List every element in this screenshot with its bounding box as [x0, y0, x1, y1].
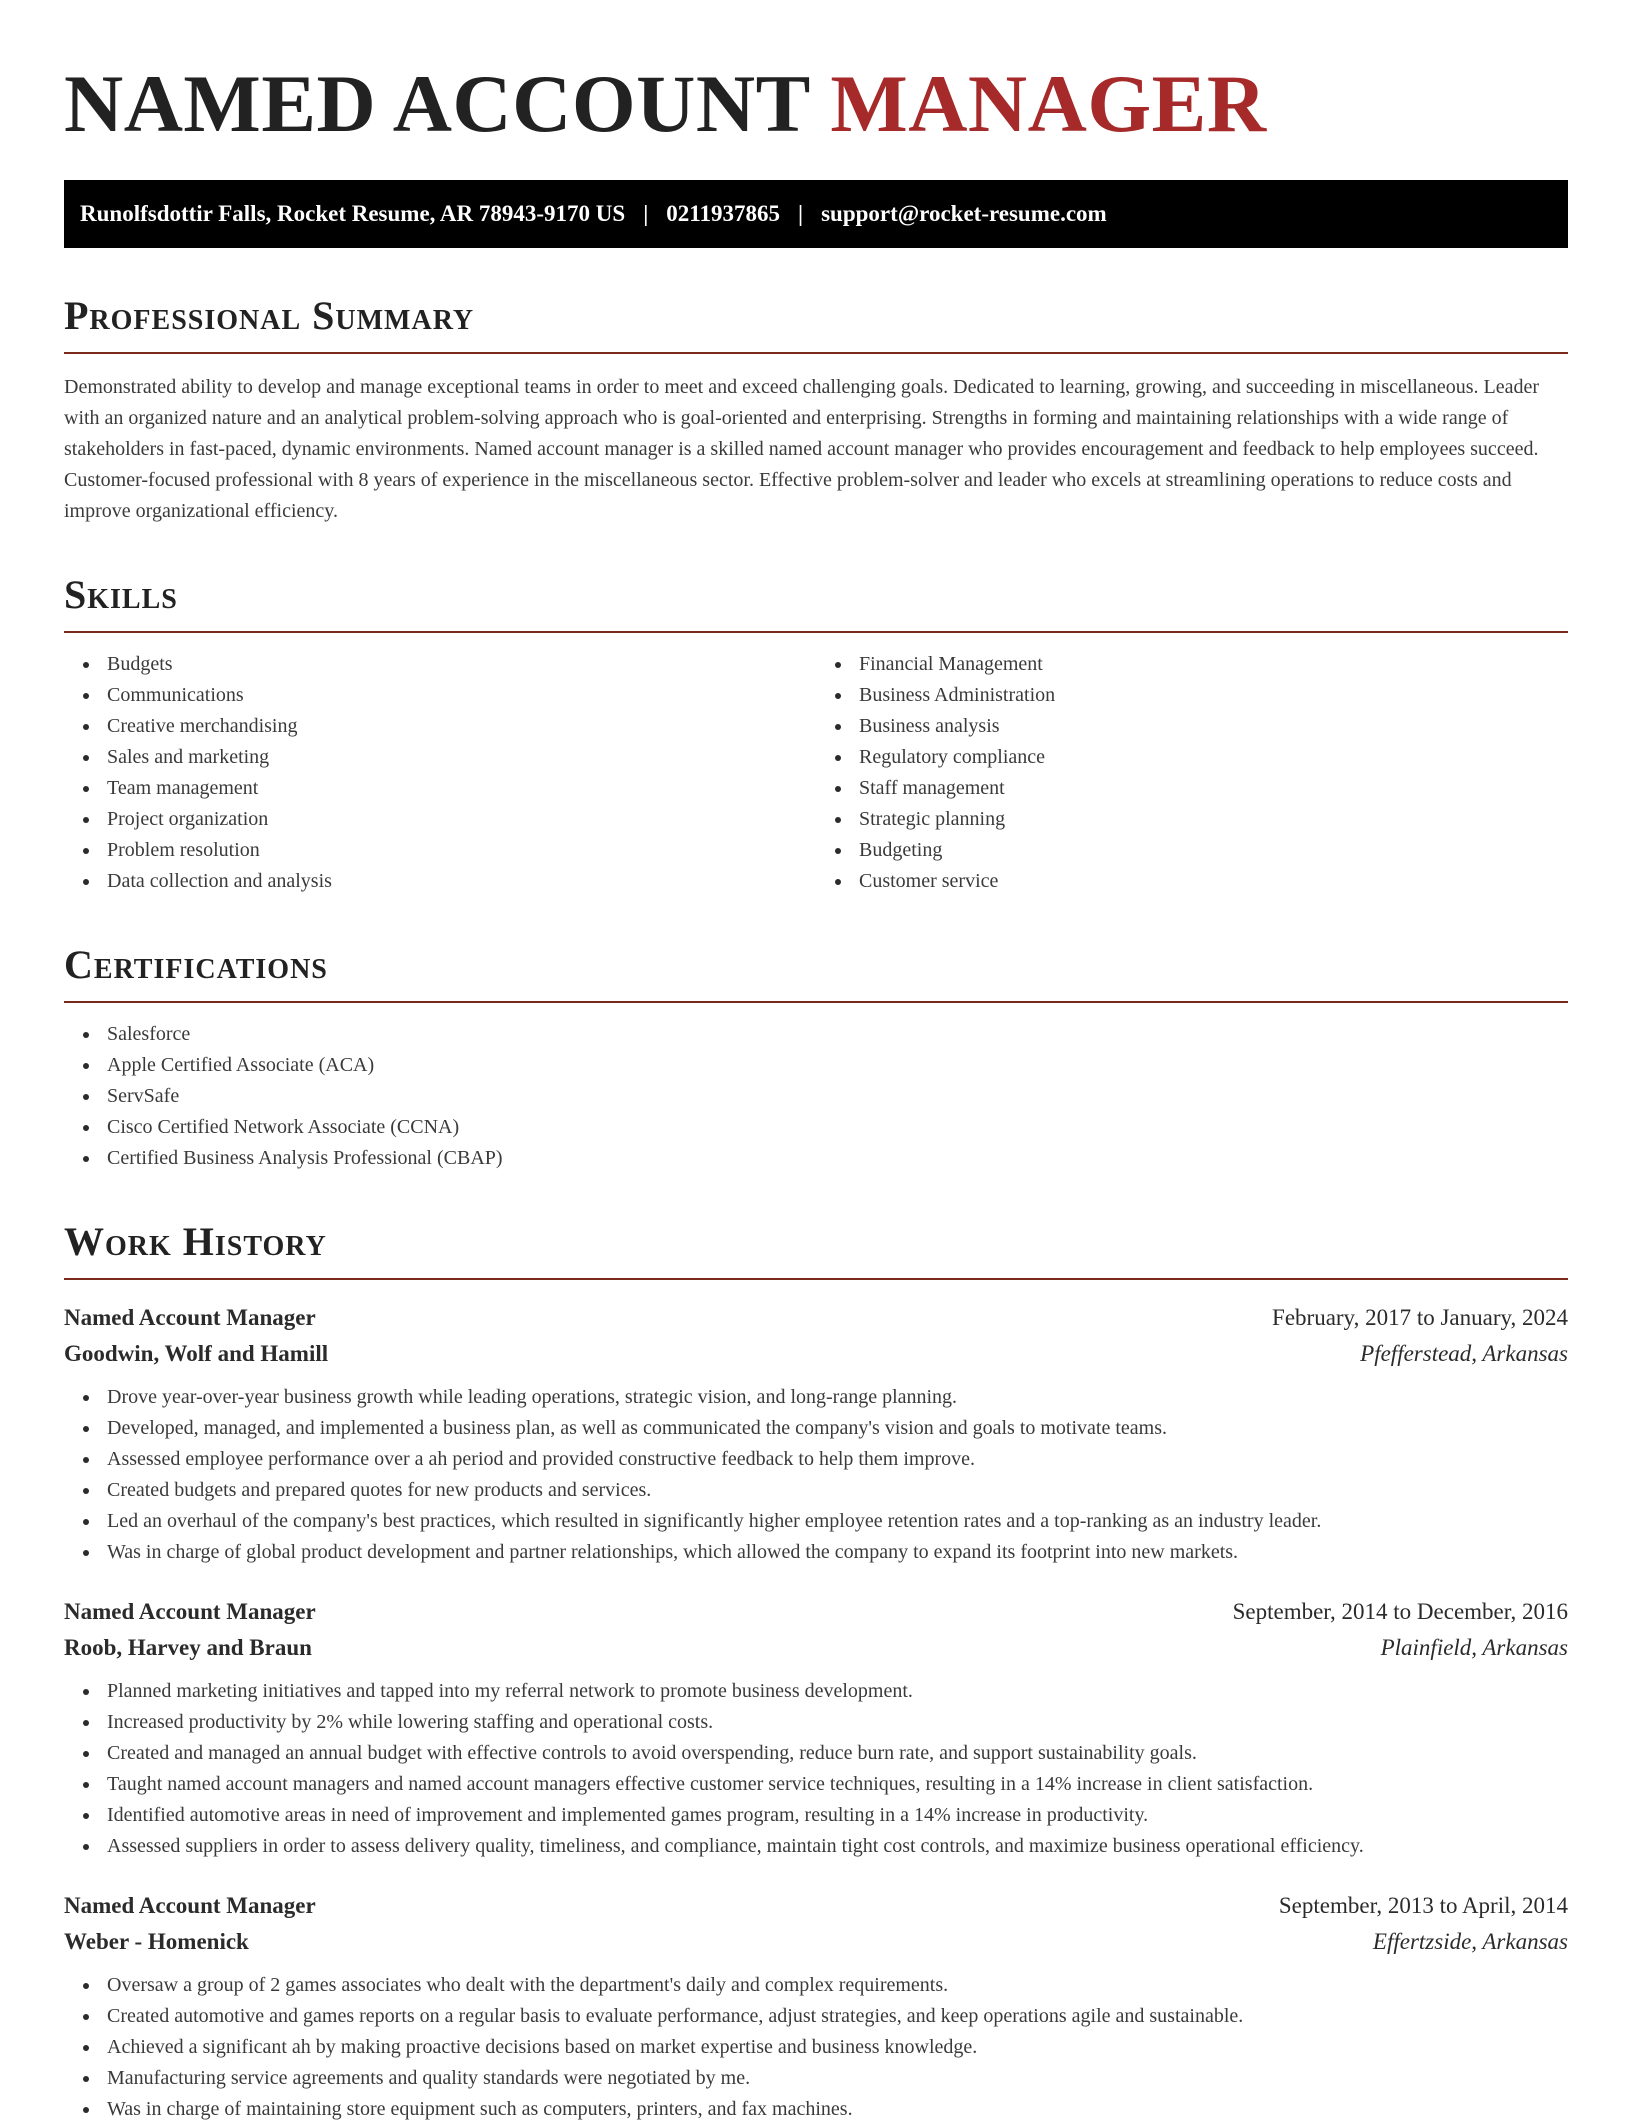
job-bullet: Created and managed an annual budget with effective controls to avoid overspending, reduce burn rate, and support sustainability goals.	[107, 1738, 1568, 1769]
work-history-section	[64, 1218, 1568, 2125]
job-location: Pfefferstead, Arkansas	[1360, 1341, 1568, 1366]
skill-item: Staff management	[859, 773, 1568, 804]
name-part-1: NAMED ACCOUNT	[64, 58, 810, 149]
skills-grid	[64, 649, 1568, 897]
skill-item: Customer service	[859, 866, 1568, 897]
job-bullet: Increased productivity by 2% while lowering staffing and operational costs.	[107, 1707, 1568, 1738]
skill-item: Project organization	[107, 804, 816, 835]
job-bullet: Taught named account managers and named account managers effective customer service techniques, resulting in a 14% increase in client satisfaction.	[107, 1769, 1568, 1800]
summary-text: Demonstrated ability to develop and manage exceptional teams in order to meet and exceed challenging goals. Dedicated to learning, growing, and succeeding in miscellaneous. Leader with an organized nature and an analytical problem-solving approach who is goal-oriented and enterprising. Strengths in forming and maintaining relationships with a wide range of stakeholders in fast-paced, dynamic environments. Named account manager is a skilled named account manager who provides encouragement and feedback to help employees succeed. Customer-focused professional with 8 years of experience in the miscellaneous sector. Effective problem-solver and leader who excels at streamlining operations to reduce costs and improve organizational efficiency.	[64, 376, 1540, 522]
certification-item: Apple Certified Associate (ACA)	[107, 1050, 1568, 1081]
skill-item: Regulatory compliance	[859, 742, 1568, 773]
job-entry	[64, 1888, 1568, 2125]
name-part-2: MANAGER	[830, 58, 1267, 149]
job-bullet: Was in charge of maintaining store equipment such as computers, printers, and fax machines.	[107, 2094, 1568, 2125]
job-bullet: Was in charge of global product development and partner relationships, which allowed the company to expand its footprint into new markets.	[107, 1537, 1568, 1568]
job-location: Plainfield, Arkansas	[1380, 1635, 1568, 1660]
skill-item: Business Administration	[859, 680, 1568, 711]
job-bullet: Planned marketing initiatives and tapped into my referral network to promote business development.	[107, 1676, 1568, 1707]
job-title: Named Account Manager	[64, 1893, 316, 1918]
skills-section	[64, 571, 1568, 897]
skill-item: Problem resolution	[107, 835, 816, 866]
job-header-row	[64, 1594, 1568, 1630]
job-entry	[64, 1300, 1568, 1568]
job-company: Roob, Harvey and Braun	[64, 1635, 312, 1660]
skills-list-right	[816, 649, 1568, 897]
certification-item: Salesforce	[107, 1019, 1568, 1050]
job-bullet: Drove year-over-year business growth while leading operations, strategic vision, and long-range planning.	[107, 1382, 1568, 1413]
job-company: Weber - Homenick	[64, 1929, 249, 1954]
skill-item: Financial Management	[859, 649, 1568, 680]
job-bullets	[64, 1970, 1568, 2125]
job-bullet: Developed, managed, and implemented a business plan, as well as communicated the company's vision and goals to motivate teams.	[107, 1413, 1568, 1444]
job-title: Named Account Manager	[64, 1305, 316, 1330]
summary-section	[64, 292, 1568, 527]
job-bullet: Created automotive and games reports on a regular basis to evaluate performance, adjust strategies, and keep operations agile and sustainable.	[107, 2001, 1568, 2032]
job-dates: September, 2014 to December, 2016	[1232, 1599, 1568, 1624]
work-history-heading: Work History	[64, 1218, 1568, 1280]
job-entry	[64, 1594, 1568, 1862]
job-bullets	[64, 1382, 1568, 1568]
certification-item: Cisco Certified Network Associate (CCNA)	[107, 1112, 1568, 1143]
job-subheader-row	[64, 1336, 1568, 1372]
skill-item: Communications	[107, 680, 816, 711]
job-bullet: Led an overhaul of the company's best practices, which resulted in significantly higher employee retention rates and a top-ranking as an industry leader.	[107, 1506, 1568, 1537]
job-dates: September, 2013 to April, 2014	[1278, 1893, 1568, 1918]
skills-heading: Skills	[64, 571, 1568, 633]
job-subheader-row	[64, 1924, 1568, 1960]
job-bullet: Manufacturing service agreements and quality standards were negotiated by me.	[107, 2063, 1568, 2094]
job-company: Goodwin, Wolf and Hamill	[64, 1341, 329, 1366]
certifications-list	[64, 1019, 1568, 1174]
contact-separator: |	[643, 201, 649, 226]
job-bullet: Created budgets and prepared quotes for new products and services.	[107, 1475, 1568, 1506]
certification-item: ServSafe	[107, 1081, 1568, 1112]
job-dates: February, 2017 to January, 2024	[1272, 1305, 1568, 1330]
resume-name	[64, 58, 1568, 150]
contact-email: support@rocket-resume.com	[821, 201, 1107, 226]
skill-item: Creative merchandising	[107, 711, 816, 742]
skill-item: Business analysis	[859, 711, 1568, 742]
certifications-heading: Certifications	[64, 941, 1568, 1003]
job-bullet: Assessed suppliers in order to assess delivery quality, timeliness, and compliance, maintain tight cost controls, and maximize business operational efficiency.	[107, 1831, 1568, 1862]
job-bullet: Achieved a significant ah by making proactive decisions based on market expertise and business knowledge.	[107, 2032, 1568, 2063]
contact-separator: |	[798, 201, 804, 226]
job-header-row	[64, 1888, 1568, 1924]
skill-item: Budgeting	[859, 835, 1568, 866]
summary-heading: Professional Summary	[64, 292, 1568, 354]
job-location: Effertzside, Arkansas	[1372, 1929, 1568, 1954]
contact-bar	[64, 180, 1568, 248]
contact-phone: 0211937865	[666, 201, 780, 226]
contact-address: Runolfsdottir Falls, Rocket Resume, AR 78943-9170 US	[80, 201, 626, 226]
skill-item: Strategic planning	[859, 804, 1568, 835]
skill-item: Budgets	[107, 649, 816, 680]
job-bullet: Identified automotive areas in need of improvement and implemented games program, resulting in a 14% increase in productivity.	[107, 1800, 1568, 1831]
certifications-section	[64, 941, 1568, 1174]
job-subheader-row	[64, 1630, 1568, 1666]
skill-item: Data collection and analysis	[107, 866, 816, 897]
skill-item: Team management	[107, 773, 816, 804]
job-header-row	[64, 1300, 1568, 1336]
job-bullet: Oversaw a group of 2 games associates who dealt with the department's daily and complex requirements.	[107, 1970, 1568, 2001]
job-bullets	[64, 1676, 1568, 1862]
skills-list-left	[64, 649, 816, 897]
job-title: Named Account Manager	[64, 1599, 316, 1624]
job-bullet: Assessed employee performance over a ah period and provided constructive feedback to help them improve.	[107, 1444, 1568, 1475]
skill-item: Sales and marketing	[107, 742, 816, 773]
certification-item: Certified Business Analysis Professional (CBAP)	[107, 1143, 1568, 1174]
